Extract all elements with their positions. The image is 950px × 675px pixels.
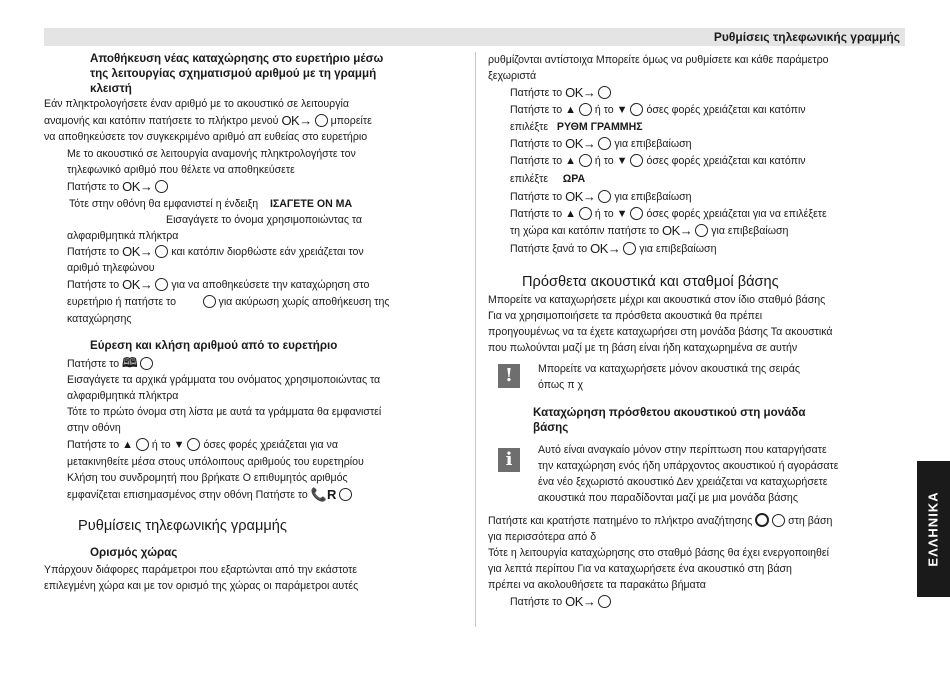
key-circle-icon bbox=[598, 595, 611, 608]
step-press-ok: Πατήστε το OK→ bbox=[510, 594, 611, 611]
key-circle-icon bbox=[136, 438, 149, 451]
key-circle-icon bbox=[155, 245, 168, 258]
paragraph-line: Υπάρχουν διάφορες παράμετροι που εξαρτώνται από την εκάστοτε bbox=[44, 564, 358, 576]
paragraph-line: καταχώρησης bbox=[67, 313, 132, 325]
up-arrow-icon: ▲ bbox=[565, 155, 577, 167]
paragraph-line: προηγουμένως να τα έχετε καταχωρήσει στη μονάδα βάσης Τα ακουστικά bbox=[488, 326, 833, 338]
key-circle-icon bbox=[155, 180, 168, 193]
phonebook-icon: 🕮 bbox=[122, 355, 138, 370]
paragraph-line: Με το ακουστικό σε λειτουργία αναμονής πληκτρολογήστε τον bbox=[67, 148, 356, 160]
ok-key-icon: OK→ bbox=[565, 189, 596, 204]
ok-key-icon: OK→ bbox=[122, 179, 153, 194]
ok-key-icon: OK→ bbox=[590, 241, 621, 256]
language-side-tab bbox=[917, 461, 950, 597]
paragraph-line: Εισαγάγετε τα αρχικά γράμματα του ονόματος χρησιμοποιώντας τα bbox=[67, 374, 381, 386]
paragraph-line: ξεχωριστά bbox=[488, 70, 537, 82]
up-arrow-icon: ▲ bbox=[122, 439, 134, 451]
phone-r-key-icon: 📞R bbox=[310, 487, 337, 502]
paragraph-line: τη χώρα και κατόπιν πατήστε το OK→ για επιβεβαίωση bbox=[510, 223, 789, 238]
down-arrow-icon: ▼ bbox=[173, 439, 185, 451]
ok-key-icon: OK→ bbox=[565, 136, 596, 151]
paragraph-line: Τότε το πρώτο όνομα στη λίστα με αυτά τα γράμματα θα εμφανιστεί bbox=[67, 406, 382, 418]
key-circle-icon bbox=[630, 154, 643, 167]
step-press-ok: Πατήστε το OK→ για επιβεβαίωση bbox=[510, 136, 692, 151]
warning-text: Μπορείτε να καταχωρήσετε μόνον ακουστικά της σειράς bbox=[538, 363, 800, 375]
paragraph-line: αλφαριθμητικά πλήκτρα bbox=[67, 390, 179, 402]
key-circle-icon bbox=[772, 514, 785, 527]
section-title-register-handset: Καταχώρηση πρόσθετου ακουστικού στη μονάδα bbox=[533, 406, 806, 419]
info-text: ένα νέο ξεχωριστό ακουστικό Δεν χρειάζεται να καταχωρήσετε bbox=[538, 476, 828, 488]
key-circle-icon bbox=[187, 438, 200, 451]
paragraph-line: πρέπει να ακολουθήσετε τα παρακάτω βήματα bbox=[488, 579, 706, 591]
section-title-store-entry-2: της λειτουργίας σχηματισμού αριθμού με τη γραμμή bbox=[90, 67, 377, 80]
paragraph-line: στην οθόνη bbox=[67, 422, 121, 434]
paragraph-line: Εισαγάγετε το όνομα χρησιμοποιώντας τα bbox=[166, 214, 363, 226]
ok-key-icon: OK→ bbox=[662, 223, 693, 238]
paragraph-line: επιλέξτε ΡΥΘΜ ΓΡΑΜΜΗΣ bbox=[510, 121, 643, 133]
page-header-title: Ρυθμίσεις τηλεφωνικής γραμμής bbox=[713, 30, 900, 44]
paragraph-line: Τότε στην οθόνη θα εμφανιστεί η ένδειξη ΙΣΑΓΕΤΕ ΟΝ ΜΑ bbox=[69, 198, 353, 210]
paragraph-line: για λεπτά περίπου Για να καταχωρήσετε ένα ακουστικό στη βάση bbox=[488, 563, 792, 575]
paragraph-line: για περισσότερα από δ bbox=[488, 531, 597, 543]
paragraph-line: αναμονής και κατόπιν πατήσετε το πλήκτρο μενού OK→ μπορείτε bbox=[44, 113, 372, 128]
step-press-ok: Πατήστε το OK→ για επιβεβαίωση bbox=[510, 189, 692, 204]
ok-key-icon: OK→ bbox=[122, 277, 153, 292]
paragraph-line: τηλεφωνικό αριθμό που θέλετε να αποθηκεύσετε bbox=[67, 164, 295, 176]
key-circle-icon bbox=[598, 137, 611, 150]
down-arrow-icon: ▼ bbox=[616, 104, 628, 116]
info-text: την καταχώρηση ενός ήδη υπάρχοντος ακουστικού ή αγοράσατε bbox=[538, 460, 839, 472]
key-circle-icon bbox=[203, 295, 216, 308]
key-circle-icon bbox=[579, 103, 592, 116]
ok-key-icon: OK→ bbox=[565, 85, 596, 100]
key-circle-icon bbox=[623, 242, 636, 255]
key-circle-icon bbox=[598, 190, 611, 203]
paragraph-line: αριθμό τηλεφώνου bbox=[67, 262, 155, 274]
up-arrow-icon: ▲ bbox=[565, 208, 577, 220]
section-title-country: Ορισμός χώρας bbox=[90, 546, 178, 559]
menu-text: ΩΡΑ bbox=[562, 173, 586, 185]
step-press-ok: Πατήστε το OK→ και κατόπιν διορθώστε εάν χρειάζεται τον bbox=[67, 244, 364, 259]
menu-text: ΡΥΘΜ ΓΡΑΜΜΗΣ bbox=[556, 121, 643, 133]
paragraph-line: επιλεγμένη χώρα και με τον ορισμό της χώρας οι παράμετροι αυτές bbox=[44, 580, 359, 592]
column-divider bbox=[475, 52, 476, 627]
key-circle-icon bbox=[140, 357, 153, 370]
warning-text: όπως π χ bbox=[538, 379, 584, 391]
section-title-register-handset-2: βάσης bbox=[533, 421, 569, 434]
paragraph-line: ευρετήριο ή πατήστε το για ακύρωση χωρίς αποθήκευση της bbox=[67, 296, 390, 308]
key-circle-icon bbox=[339, 488, 352, 501]
key-circle-icon bbox=[695, 224, 708, 237]
section-title-store-entry: Αποθήκευση νέας καταχώρησης στο ευρετήριο μέσω bbox=[90, 52, 384, 65]
info-text: ακουστικά που παραδίδονται μαζί με μια μονάδα βάσης bbox=[538, 492, 798, 504]
paragraph-line: Τότε η λειτουργία καταχώρησης στο σταθμό βάσης θα έχει ενεργοποιηθεί bbox=[488, 547, 829, 559]
paragraph-line: Κλήση του συνδρομητή που βρήκατε Ο επιθυμητός αριθμός bbox=[67, 472, 348, 484]
paragraph-line: μετακινηθείτε μέσα στους υπόλοιπους αριθμούς του ευρετηρίου bbox=[67, 456, 364, 468]
paragraph-line: αλφαριθμητικά πλήκτρα bbox=[67, 230, 179, 242]
ok-key-icon: OK→ bbox=[565, 594, 596, 609]
paragraph-line: να αποθηκεύσετε τον συγκεκριμένο αριθμό απ ευθείας στο ευρετήριο bbox=[44, 131, 368, 143]
key-circle-icon bbox=[630, 103, 643, 116]
ok-key-icon: OK→ bbox=[281, 113, 312, 128]
ok-key-icon: OK→ bbox=[122, 244, 153, 259]
step-press-up-down: Πατήστε το ▲ ή το ▼ όσες φορές χρειάζεται και κατόπιν bbox=[510, 155, 806, 167]
section-title-line-settings: Ρυθμίσεις τηλεφωνικής γραμμής bbox=[78, 518, 287, 534]
info-text: Αυτό είναι αναγκαίο μόνον στην περίπτωση που καταργήσατε bbox=[538, 444, 827, 456]
language-label: ΕΛΛΗΝΙΚΑ bbox=[925, 491, 941, 567]
key-circle-icon bbox=[579, 154, 592, 167]
step-press-up-down: Πατήστε το ▲ ή το ▼ όσες φορές χρειάζεται και κατόπιν bbox=[510, 104, 806, 116]
key-circle-icon bbox=[315, 114, 328, 127]
paragraph-line: ρυθμίζονται αντίστοιχα Μπορείτε όμως να ρυθμίσετε και κάθε παράμετρο bbox=[488, 54, 829, 66]
down-arrow-icon: ▼ bbox=[616, 155, 628, 167]
paragraph-line: Για να χρησιμοποιήσετε τα πρόσθετα ακουστικά θα πρέπει bbox=[488, 310, 763, 322]
step-press-ok: Πατήστε το OK→ bbox=[67, 179, 168, 196]
display-text: ΙΣΑΓΕΤΕ ΟΝ ΜΑ bbox=[269, 198, 353, 210]
step-press-book: Πατήστε το 🕮 bbox=[67, 355, 153, 373]
paragraph-line: Εάν πληκτρολογήσετε έναν αριθμό με το ακουστικό σε λειτουργία bbox=[44, 98, 349, 110]
warning-icon: ! bbox=[498, 364, 520, 388]
paragraph-line: Πατήστε και κρατήστε πατημένο το πλήκτρο αναζήτησης στη βάση bbox=[488, 515, 833, 527]
down-arrow-icon: ▼ bbox=[616, 208, 628, 220]
step-press-ok: Πατήστε το OK→ bbox=[510, 85, 611, 102]
paragraph-line: που πωλούνται μαζί με τη βάση είναι ήδη καταχωρημένα σε αυτήν bbox=[488, 342, 798, 354]
info-icon: i bbox=[498, 448, 520, 472]
paragraph-line: Μπορείτε να καταχωρήσετε μέχρι και ακουστικά στον ίδιο σταθμό βάσης bbox=[488, 294, 826, 306]
paragraph-line: εμφανίζεται επισημασμένος στην οθόνη Πατήστε το 📞R bbox=[67, 487, 352, 504]
step-press-up-down: Πατήστε το ▲ ή το ▼ όσες φορές χρειάζεται για να επιλέξετε bbox=[510, 208, 827, 220]
paragraph-line: επιλέξτε ΩΡΑ bbox=[510, 173, 586, 185]
section-title-store-entry-3: κλειστή bbox=[90, 82, 132, 95]
paging-key-icon bbox=[755, 513, 769, 527]
key-circle-icon bbox=[155, 278, 168, 291]
section-title-additional-handsets: Πρόσθετα ακουστικά και σταθμοί βάσης bbox=[522, 274, 779, 290]
key-circle-icon bbox=[630, 207, 643, 220]
key-circle-icon bbox=[579, 207, 592, 220]
up-arrow-icon: ▲ bbox=[565, 104, 577, 116]
step-press-ok-again: Πατήστε ξανά το OK→ για επιβεβαίωση bbox=[510, 241, 717, 256]
key-circle-icon bbox=[598, 86, 611, 99]
step-press-ok: Πατήστε το OK→ για να αποθηκεύσετε την καταχώρηση στο bbox=[67, 277, 370, 292]
step-press-up-down: Πατήστε το ▲ ή το ▼ όσες φορές χρειάζεται για να bbox=[67, 439, 338, 451]
section-title-search-call: Εύρεση και κλήση αριθμού από το ευρετήριο bbox=[90, 339, 338, 352]
